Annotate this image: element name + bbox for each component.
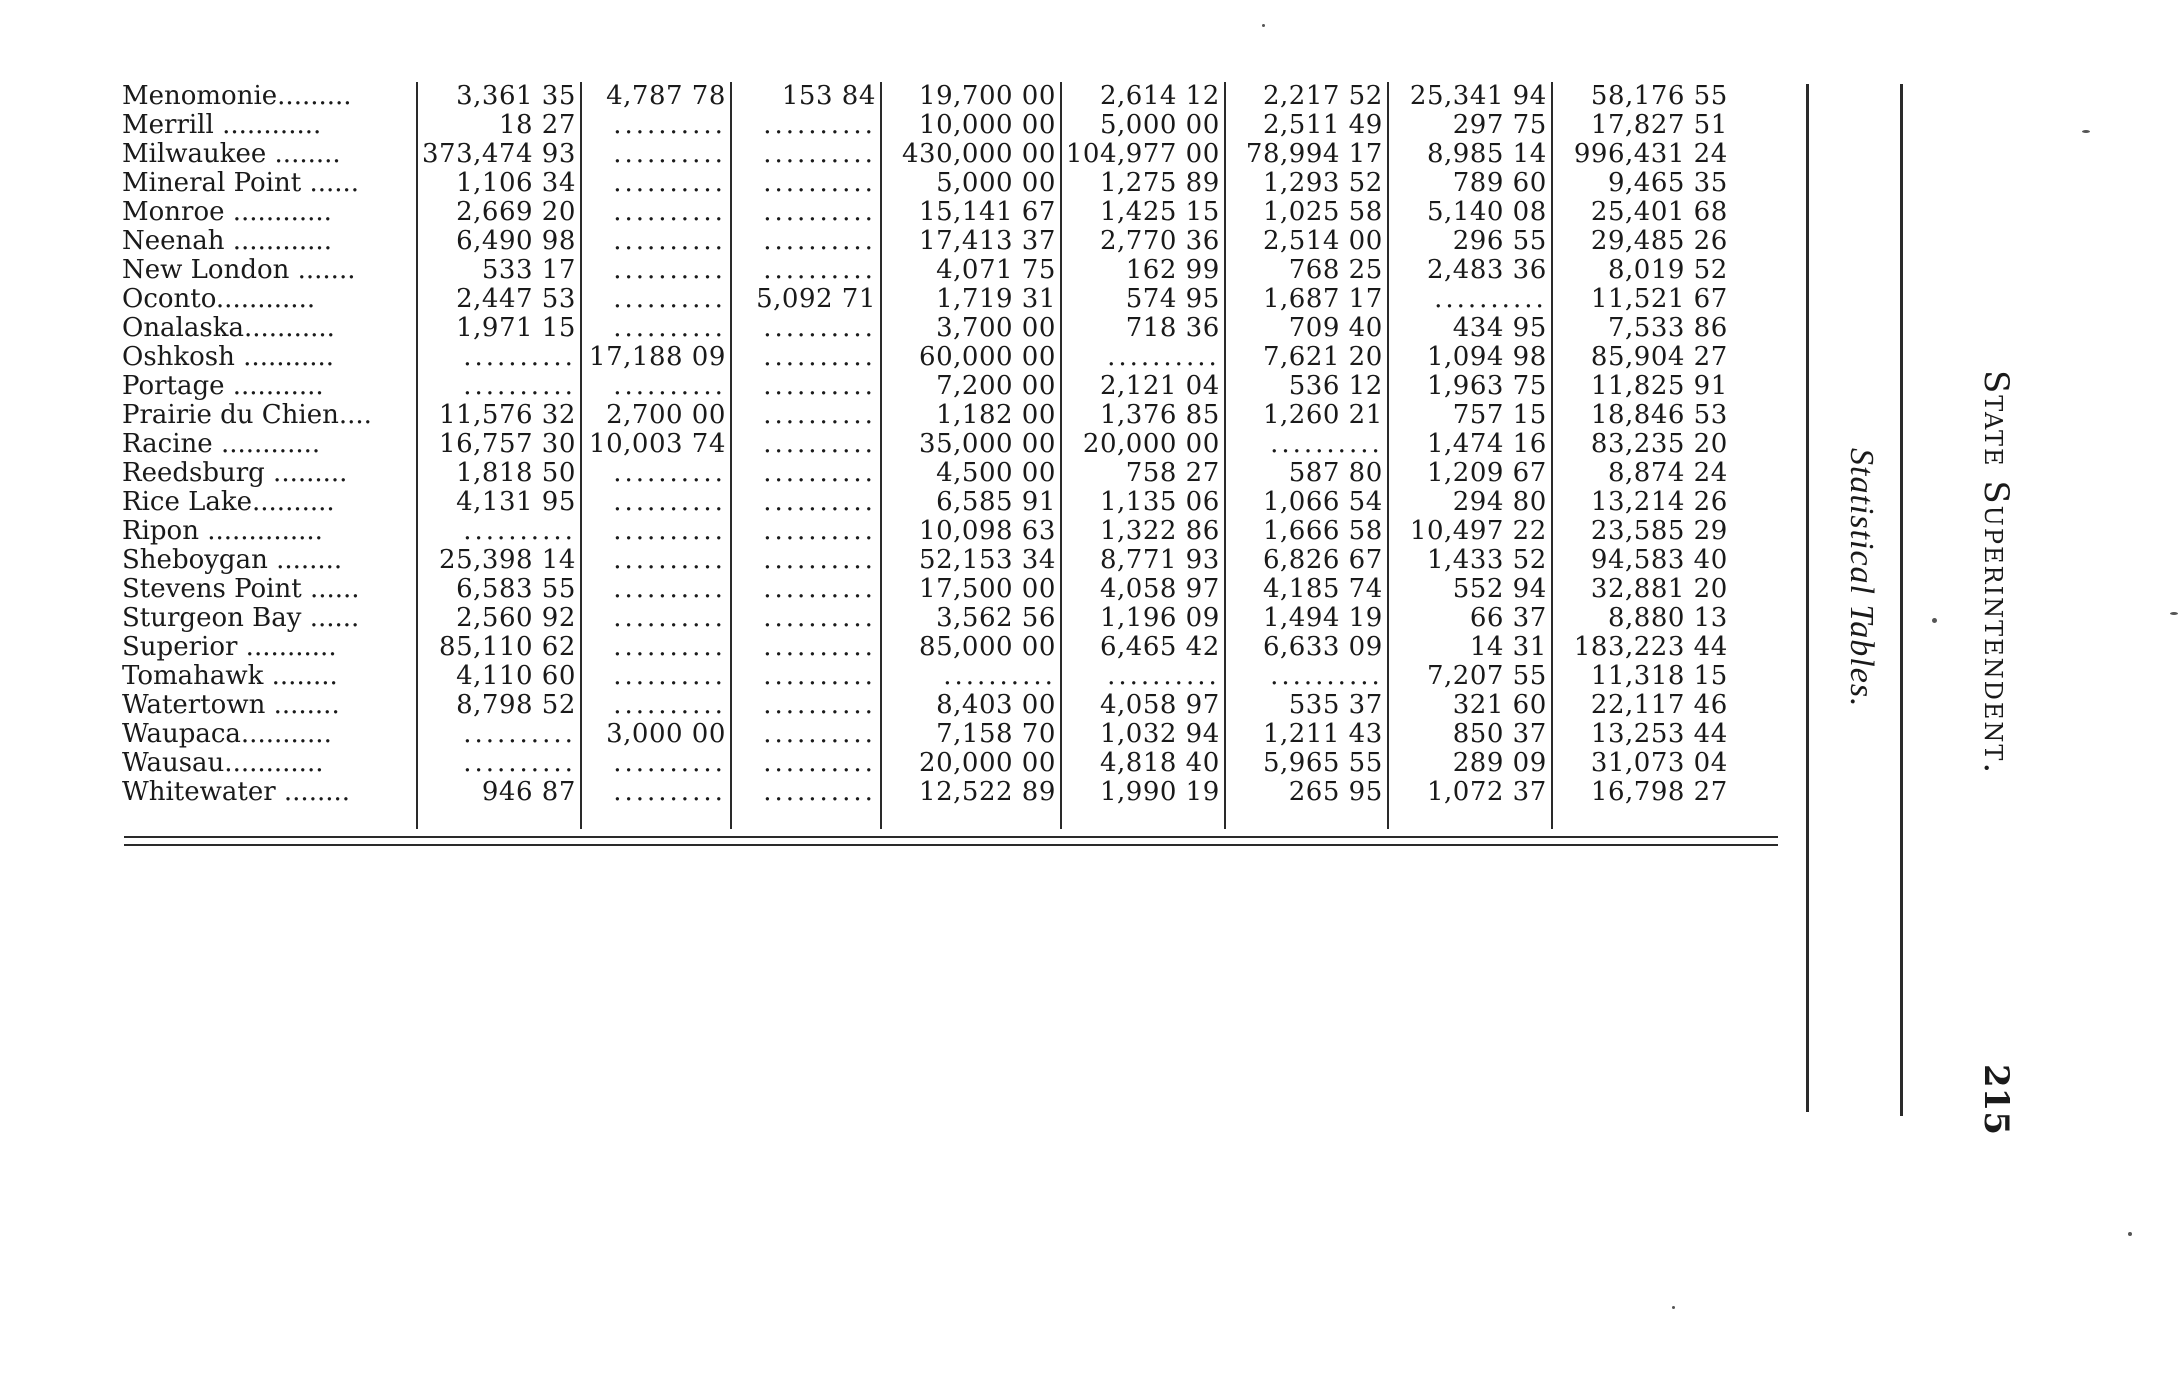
amount-cell: .......... xyxy=(581,517,731,546)
table-row xyxy=(118,169,1732,198)
amount-cell: 9,465 35 xyxy=(1552,169,1732,198)
amount-cell: .......... xyxy=(581,140,731,169)
amount-cell: .......... xyxy=(417,749,581,778)
amount-cell: 434 95 xyxy=(1388,314,1552,343)
amount-cell: 78,994 17 xyxy=(1225,140,1388,169)
amount-cell: 297 75 xyxy=(1388,111,1552,140)
amount-cell: .......... xyxy=(731,227,881,256)
amount-cell: 7,533 86 xyxy=(1552,314,1732,343)
amount-cell: 1,211 43 xyxy=(1225,720,1388,749)
amount-cell: 5,092 71 xyxy=(731,285,881,314)
amount-cell: 536 12 xyxy=(1225,372,1388,401)
amount-cell: .......... xyxy=(731,169,881,198)
amount-cell: 1,433 52 xyxy=(1388,546,1552,575)
amount-cell: .......... xyxy=(581,662,731,691)
amount-cell: 10,000 00 xyxy=(881,111,1061,140)
table-body xyxy=(118,82,1732,829)
amount-cell: .......... xyxy=(1061,343,1225,372)
amount-cell: 18 27 xyxy=(417,111,581,140)
page-subhead: Statistical Tables. xyxy=(1843,448,1880,708)
amount-cell: 1,963 75 xyxy=(1388,372,1552,401)
amount-cell: .......... xyxy=(731,633,881,662)
print-speck xyxy=(1262,24,1265,27)
city-name: Tomahawk ........ xyxy=(122,662,338,691)
amount-cell: 153 84 xyxy=(731,82,881,111)
amount-cell: 5,000 00 xyxy=(881,169,1061,198)
amount-cell: 2,770 36 xyxy=(1061,227,1225,256)
amount-cell: 4,500 00 xyxy=(881,459,1061,488)
amount-cell: 768 25 xyxy=(1225,256,1388,285)
amount-cell: 6,633 09 xyxy=(1225,633,1388,662)
amount-cell: 13,253 44 xyxy=(1552,720,1732,749)
print-speck xyxy=(2128,1232,2132,1236)
table-row xyxy=(118,488,1732,517)
amount-cell: 17,827 51 xyxy=(1552,111,1732,140)
city-name: Rice Lake.......... xyxy=(122,488,335,517)
amount-cell: 265 95 xyxy=(1225,778,1388,807)
amount-cell: .......... xyxy=(731,488,881,517)
amount-cell: .......... xyxy=(417,372,581,401)
amount-cell: .......... xyxy=(731,604,881,633)
amount-cell: .......... xyxy=(581,111,731,140)
table-row xyxy=(118,285,1732,314)
amount-cell: 85,110 62 xyxy=(417,633,581,662)
amount-cell: .......... xyxy=(581,372,731,401)
table-row xyxy=(118,343,1732,372)
amount-cell: 16,798 27 xyxy=(1552,778,1732,807)
amount-cell: 574 95 xyxy=(1061,285,1225,314)
amount-cell: 8,771 93 xyxy=(1061,546,1225,575)
amount-cell: 1,293 52 xyxy=(1225,169,1388,198)
spacer-cell xyxy=(581,807,731,829)
amount-cell: 4,058 97 xyxy=(1061,575,1225,604)
amount-cell: .......... xyxy=(731,778,881,807)
city-name: Oshkosh ........... xyxy=(122,343,335,372)
amount-cell: 11,576 32 xyxy=(417,401,581,430)
spacer-cell xyxy=(1388,807,1552,829)
amount-cell: .......... xyxy=(731,111,881,140)
amount-cell: 52,153 34 xyxy=(881,546,1061,575)
amount-cell: 8,880 13 xyxy=(1552,604,1732,633)
amount-cell: 60,000 00 xyxy=(881,343,1061,372)
table-row xyxy=(118,198,1732,227)
city-name: Sturgeon Bay ...... xyxy=(122,604,360,633)
amount-cell: 6,490 98 xyxy=(417,227,581,256)
amount-cell: .......... xyxy=(731,372,881,401)
spacer-cell xyxy=(1061,807,1225,829)
amount-cell: 2,514 00 xyxy=(1225,227,1388,256)
table-row xyxy=(118,430,1732,459)
spacer-cell xyxy=(881,807,1061,829)
amount-cell: 85,000 00 xyxy=(881,633,1061,662)
amount-cell: 1,209 67 xyxy=(1388,459,1552,488)
amount-cell: 11,521 67 xyxy=(1552,285,1732,314)
amount-cell: .......... xyxy=(731,256,881,285)
amount-cell: .......... xyxy=(731,720,881,749)
amount-cell: .......... xyxy=(731,198,881,227)
city-name: Stevens Point ...... xyxy=(122,575,360,604)
table-row xyxy=(118,662,1732,691)
amount-cell: .......... xyxy=(581,227,731,256)
table-foot-spacer xyxy=(118,807,1732,829)
amount-cell: 31,073 04 xyxy=(1552,749,1732,778)
amount-cell: 8,019 52 xyxy=(1552,256,1732,285)
table-row xyxy=(118,633,1732,662)
amount-cell: 22,117 46 xyxy=(1552,691,1732,720)
amount-cell: 2,217 52 xyxy=(1225,82,1388,111)
amount-cell: 373,474 93 xyxy=(417,140,581,169)
amount-cell: 1,106 34 xyxy=(417,169,581,198)
amount-cell: 946 87 xyxy=(417,778,581,807)
table-row xyxy=(118,575,1732,604)
amount-cell: 1,990 19 xyxy=(1061,778,1225,807)
amount-cell: 6,583 55 xyxy=(417,575,581,604)
amount-cell: 25,341 94 xyxy=(1388,82,1552,111)
city-name: Neenah ............ xyxy=(122,227,332,256)
amount-cell: 2,511 49 xyxy=(1225,111,1388,140)
amount-cell: .......... xyxy=(731,314,881,343)
table-row xyxy=(118,140,1732,169)
amount-cell: 3,361 35 xyxy=(417,82,581,111)
amount-cell: 2,121 04 xyxy=(1061,372,1225,401)
table-row xyxy=(118,691,1732,720)
amount-cell: 66 37 xyxy=(1388,604,1552,633)
amount-cell: .......... xyxy=(731,662,881,691)
amount-cell: 5,000 00 xyxy=(1061,111,1225,140)
table-row xyxy=(118,749,1732,778)
table-row xyxy=(118,720,1732,749)
amount-cell: 1,818 50 xyxy=(417,459,581,488)
amount-cell: 32,881 20 xyxy=(1552,575,1732,604)
amount-cell: .......... xyxy=(581,575,731,604)
amount-cell: 3,000 00 xyxy=(581,720,731,749)
spacer-cell xyxy=(417,807,581,829)
table-row xyxy=(118,459,1732,488)
amount-cell: .......... xyxy=(581,488,731,517)
table-row xyxy=(118,227,1732,256)
page-number: 215 xyxy=(1976,1064,2016,1135)
amount-cell: 10,497 22 xyxy=(1388,517,1552,546)
amount-cell: 1,025 58 xyxy=(1225,198,1388,227)
amount-cell: .......... xyxy=(581,604,731,633)
amount-cell: 4,131 95 xyxy=(417,488,581,517)
amount-cell: 10,003 74 xyxy=(581,430,731,459)
amount-cell: .......... xyxy=(581,256,731,285)
amount-cell: 1,182 00 xyxy=(881,401,1061,430)
table-row xyxy=(118,778,1732,807)
amount-cell: 1,719 31 xyxy=(881,285,1061,314)
amount-cell: 1,275 89 xyxy=(1061,169,1225,198)
amount-cell: 4,071 75 xyxy=(881,256,1061,285)
amount-cell: 2,447 53 xyxy=(417,285,581,314)
amount-cell: 85,904 27 xyxy=(1552,343,1732,372)
amount-cell: 1,376 85 xyxy=(1061,401,1225,430)
amount-cell: 16,757 30 xyxy=(417,430,581,459)
amount-cell: 758 27 xyxy=(1061,459,1225,488)
amount-cell: .......... xyxy=(581,459,731,488)
amount-cell: .......... xyxy=(731,430,881,459)
amount-cell: 430,000 00 xyxy=(881,140,1061,169)
amount-cell: 11,825 91 xyxy=(1552,372,1732,401)
amount-cell: 1,066 54 xyxy=(1225,488,1388,517)
amount-cell: .......... xyxy=(731,749,881,778)
amount-cell: 5,965 55 xyxy=(1225,749,1388,778)
amount-cell: 14 31 xyxy=(1388,633,1552,662)
amount-cell: .......... xyxy=(731,140,881,169)
amount-cell: 296 55 xyxy=(1388,227,1552,256)
table-row xyxy=(118,604,1732,633)
amount-cell: 18,846 53 xyxy=(1552,401,1732,430)
print-speck xyxy=(2170,612,2178,615)
amount-cell: 8,874 24 xyxy=(1552,459,1732,488)
city-name: Monroe ............ xyxy=(122,198,332,227)
amount-cell: 4,058 97 xyxy=(1061,691,1225,720)
print-speck xyxy=(2082,130,2090,133)
amount-cell: 1,032 94 xyxy=(1061,720,1225,749)
amount-cell: 8,798 52 xyxy=(417,691,581,720)
amount-cell: 35,000 00 xyxy=(881,430,1061,459)
amount-cell: 289 09 xyxy=(1388,749,1552,778)
table-row xyxy=(118,401,1732,430)
amount-cell: 183,223 44 xyxy=(1552,633,1732,662)
spacer-cell xyxy=(118,807,417,829)
amount-cell: 1,474 16 xyxy=(1388,430,1552,459)
bottom-rule-upper xyxy=(124,836,1778,838)
amount-cell: .......... xyxy=(581,749,731,778)
amount-cell: 3,700 00 xyxy=(881,314,1061,343)
statistics-table xyxy=(118,82,1732,829)
amount-cell: 1,494 19 xyxy=(1225,604,1388,633)
amount-cell: 850 37 xyxy=(1388,720,1552,749)
table-row xyxy=(118,111,1732,140)
spacer-cell xyxy=(731,807,881,829)
city-name: Onalaska........... xyxy=(122,314,335,343)
amount-cell: 17,500 00 xyxy=(881,575,1061,604)
city-name: Sheboygan ........ xyxy=(122,546,343,575)
amount-cell: 7,621 20 xyxy=(1225,343,1388,372)
amount-cell: .......... xyxy=(581,169,731,198)
amount-cell: .......... xyxy=(731,459,881,488)
amount-cell: 6,585 91 xyxy=(881,488,1061,517)
amount-cell: .......... xyxy=(581,633,731,662)
amount-cell: 2,560 92 xyxy=(417,604,581,633)
amount-cell: 7,200 00 xyxy=(881,372,1061,401)
amount-cell: 25,401 68 xyxy=(1552,198,1732,227)
amount-cell: 4,185 74 xyxy=(1225,575,1388,604)
city-name: Menomonie......... xyxy=(122,82,352,111)
amount-cell: 23,585 29 xyxy=(1552,517,1732,546)
amount-cell: 4,818 40 xyxy=(1061,749,1225,778)
amount-cell: .......... xyxy=(1061,662,1225,691)
amount-cell: 25,398 14 xyxy=(417,546,581,575)
print-speck xyxy=(1932,618,1937,623)
table-row xyxy=(118,517,1732,546)
amount-cell: .......... xyxy=(1388,285,1552,314)
amount-cell: 1,094 98 xyxy=(1388,343,1552,372)
city-name: Reedsburg ......... xyxy=(122,459,348,488)
amount-cell: .......... xyxy=(581,198,731,227)
city-name: New London ....... xyxy=(122,256,356,285)
amount-cell: 7,207 55 xyxy=(1388,662,1552,691)
amount-cell: 552 94 xyxy=(1388,575,1552,604)
amount-cell: 15,141 67 xyxy=(881,198,1061,227)
amount-cell: 587 80 xyxy=(1225,459,1388,488)
amount-cell: .......... xyxy=(417,517,581,546)
print-speck xyxy=(1672,1306,1675,1309)
amount-cell: 1,260 21 xyxy=(1225,401,1388,430)
amount-cell: 83,235 20 xyxy=(1552,430,1732,459)
city-name: Ripon .............. xyxy=(122,517,323,546)
amount-cell: .......... xyxy=(581,691,731,720)
amount-cell: 4,787 78 xyxy=(581,82,731,111)
city-name: Watertown ........ xyxy=(122,691,340,720)
amount-cell: .......... xyxy=(581,285,731,314)
amount-cell: 535 37 xyxy=(1225,691,1388,720)
amount-cell: 1,196 09 xyxy=(1061,604,1225,633)
city-name: Mineral Point ...... xyxy=(122,169,360,198)
amount-cell: .......... xyxy=(1225,662,1388,691)
amount-cell: 789 60 xyxy=(1388,169,1552,198)
amount-cell: 757 15 xyxy=(1388,401,1552,430)
amount-cell: .......... xyxy=(581,314,731,343)
amount-cell: .......... xyxy=(1225,430,1388,459)
margin-rule-outer xyxy=(1900,84,1903,1116)
amount-cell: 294 80 xyxy=(1388,488,1552,517)
amount-cell: 3,562 56 xyxy=(881,604,1061,633)
amount-cell: .......... xyxy=(731,575,881,604)
amount-cell: 709 40 xyxy=(1225,314,1388,343)
city-name: Portage ........... xyxy=(122,372,324,401)
amount-cell: 1,666 58 xyxy=(1225,517,1388,546)
table-row xyxy=(118,372,1732,401)
city-name: Wausau............ xyxy=(122,749,324,778)
running-head: State Superintendent. xyxy=(1976,370,2016,776)
amount-cell: 6,465 42 xyxy=(1061,633,1225,662)
table-row xyxy=(118,256,1732,285)
amount-cell: 321 60 xyxy=(1388,691,1552,720)
amount-cell: 104,977 00 xyxy=(1061,140,1225,169)
amount-cell: 17,413 37 xyxy=(881,227,1061,256)
table-row xyxy=(118,546,1732,575)
city-name: Prairie du Chien.... xyxy=(122,401,372,430)
amount-cell: 5,140 08 xyxy=(1388,198,1552,227)
amount-cell: .......... xyxy=(881,662,1061,691)
amount-cell: 10,098 63 xyxy=(881,517,1061,546)
amount-cell: .......... xyxy=(731,401,881,430)
amount-cell: .......... xyxy=(731,546,881,575)
amount-cell: 4,110 60 xyxy=(417,662,581,691)
amount-cell: 1,072 37 xyxy=(1388,778,1552,807)
amount-cell: 1,971 15 xyxy=(417,314,581,343)
amount-cell: .......... xyxy=(581,778,731,807)
amount-cell: .......... xyxy=(581,546,731,575)
amount-cell: 6,826 67 xyxy=(1225,546,1388,575)
amount-cell: 1,687 17 xyxy=(1225,285,1388,314)
spacer-cell xyxy=(1552,807,1732,829)
amount-cell: 13,214 26 xyxy=(1552,488,1732,517)
amount-cell: 2,700 00 xyxy=(581,401,731,430)
amount-cell: 718 36 xyxy=(1061,314,1225,343)
amount-cell: 996,431 24 xyxy=(1552,140,1732,169)
amount-cell: 17,188 09 xyxy=(581,343,731,372)
city-name: Superior ........... xyxy=(122,633,337,662)
amount-cell: 58,176 55 xyxy=(1552,82,1732,111)
city-name: Waupaca........... xyxy=(122,720,332,749)
city-name: Milwaukee ........ xyxy=(122,140,341,169)
amount-cell: 8,985 14 xyxy=(1388,140,1552,169)
city-name: Merrill ............ xyxy=(122,111,322,140)
amount-cell: 29,485 26 xyxy=(1552,227,1732,256)
amount-cell: 2,614 12 xyxy=(1061,82,1225,111)
city-name: Racine ............ xyxy=(122,430,321,459)
amount-cell: .......... xyxy=(731,517,881,546)
amount-cell: 20,000 00 xyxy=(881,749,1061,778)
amount-cell: 8,403 00 xyxy=(881,691,1061,720)
amount-cell: 12,522 89 xyxy=(881,778,1061,807)
bottom-rule-lower xyxy=(124,844,1778,846)
amount-cell: 11,318 15 xyxy=(1552,662,1732,691)
amount-cell: 162 99 xyxy=(1061,256,1225,285)
amount-cell: 1,425 15 xyxy=(1061,198,1225,227)
amount-cell: .......... xyxy=(417,720,581,749)
margin-rule-inner xyxy=(1806,84,1809,1112)
table-row xyxy=(118,314,1732,343)
amount-cell: .......... xyxy=(731,343,881,372)
amount-cell: 2,669 20 xyxy=(417,198,581,227)
amount-cell: 1,135 06 xyxy=(1061,488,1225,517)
amount-cell: .......... xyxy=(417,343,581,372)
amount-cell: 1,322 86 xyxy=(1061,517,1225,546)
amount-cell: 94,583 40 xyxy=(1552,546,1732,575)
table-row xyxy=(118,82,1732,111)
city-name: Whitewater ........ xyxy=(122,778,351,807)
amount-cell: 19,700 00 xyxy=(881,82,1061,111)
amount-cell: 20,000 00 xyxy=(1061,430,1225,459)
city-name: Oconto............ xyxy=(122,285,316,314)
amount-cell: 2,483 36 xyxy=(1388,256,1552,285)
amount-cell: 533 17 xyxy=(417,256,581,285)
amount-cell: 7,158 70 xyxy=(881,720,1061,749)
amount-cell: .......... xyxy=(731,691,881,720)
spacer-cell xyxy=(1225,807,1388,829)
